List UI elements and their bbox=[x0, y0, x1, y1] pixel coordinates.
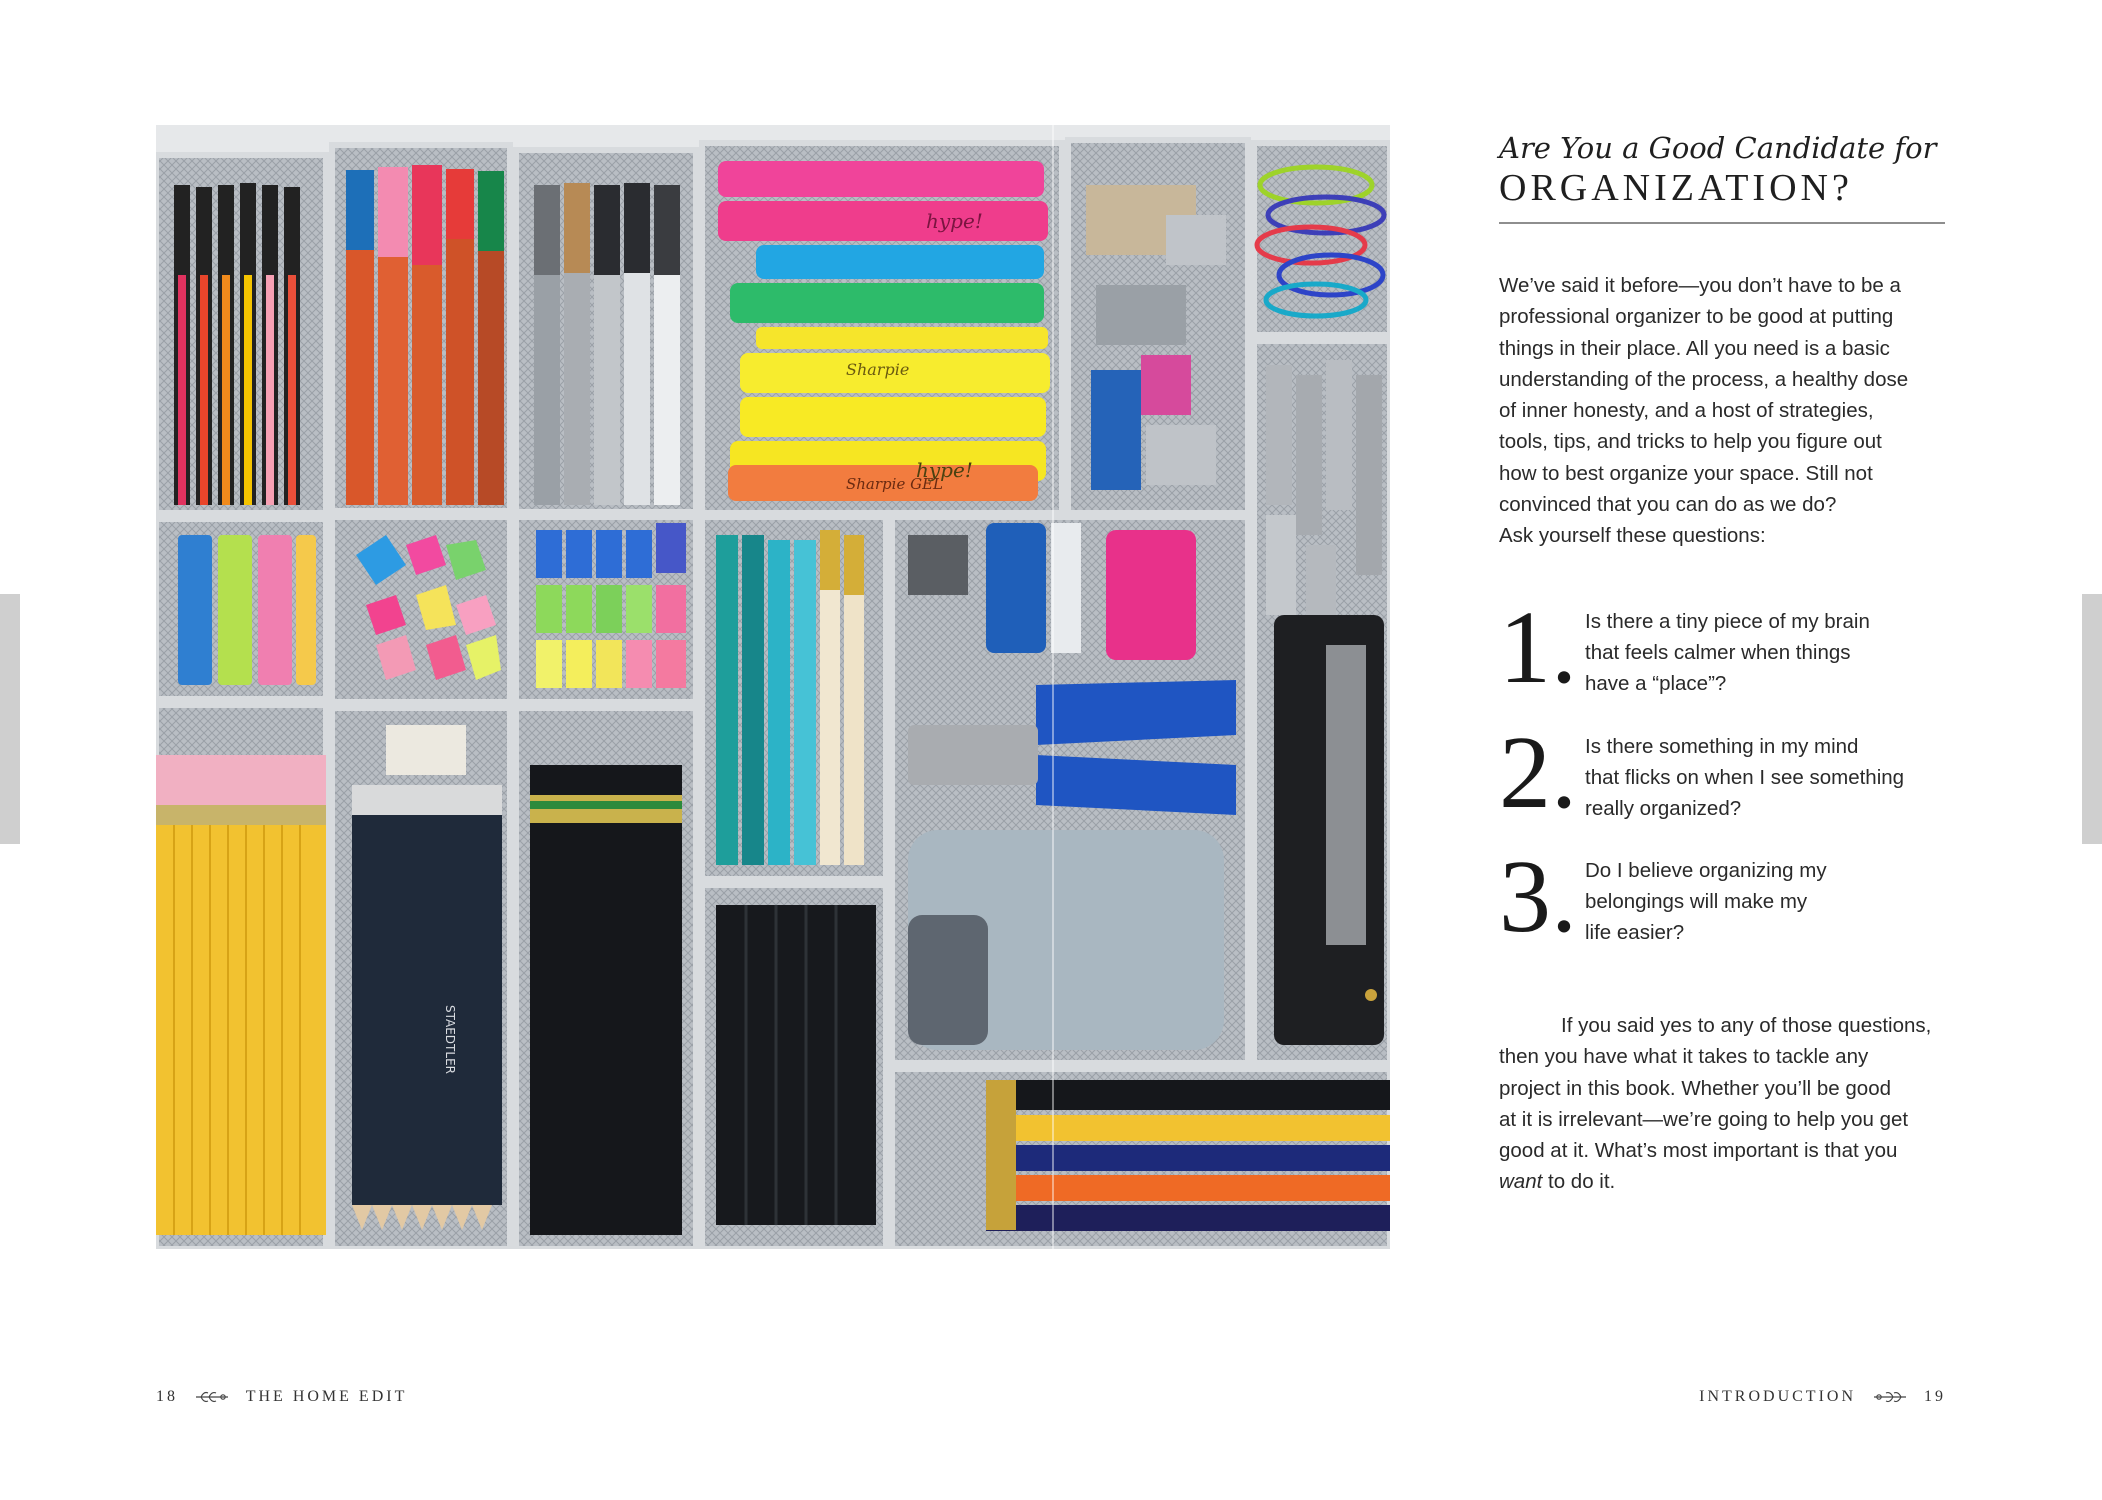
intro-line: professional organizer to be good at putting bbox=[1499, 305, 1894, 329]
question-line: have a “place”? bbox=[1585, 672, 1727, 695]
closing-paragraph bbox=[1499, 1010, 1945, 1198]
intro-line: how to best organize your space. Still not bbox=[1499, 461, 1873, 485]
black-ticonderoga-pencils bbox=[530, 765, 682, 1235]
page-gutter bbox=[1052, 125, 1054, 1249]
sharpie-markers bbox=[534, 183, 680, 505]
text-column bbox=[1499, 130, 1945, 1194]
question-3 bbox=[1499, 839, 1945, 965]
emphasis-word: want bbox=[1499, 1170, 1543, 1194]
question-number: 3. bbox=[1499, 839, 1577, 954]
leaf-ornament-icon bbox=[195, 1390, 229, 1404]
intro-line: We’ve said it before—you don’t have to be a bbox=[1499, 274, 1901, 297]
question-2 bbox=[1499, 715, 1945, 841]
question-line: life easier? bbox=[1585, 921, 1685, 944]
intro-line: convinced that you can do as we do? bbox=[1499, 493, 1837, 517]
pencil-brand-label: STAEDTLER bbox=[443, 1005, 457, 1074]
intro-line: Ask yourself these questions: bbox=[1499, 524, 1766, 548]
left-page-footer bbox=[156, 1388, 407, 1406]
right-page-edge-tab bbox=[2082, 594, 2102, 844]
question-line: Is there a tiny piece of my brain bbox=[1585, 610, 1870, 633]
colored-pencils bbox=[986, 1080, 1390, 1231]
right-page-footer bbox=[1699, 1388, 1946, 1406]
question-line: belongings will make my bbox=[1585, 890, 1808, 913]
outro-line: then you have what it takes to tackle any bbox=[1499, 1045, 1869, 1069]
highlighter-label-hype: hype! bbox=[926, 209, 983, 233]
highlighters bbox=[718, 161, 1050, 501]
outro-line: project in this book. Whether you’ll be good bbox=[1499, 1076, 1892, 1100]
outro-line-last bbox=[1499, 1166, 1945, 1197]
highlighter-label-sharpie: Sharpie bbox=[846, 360, 910, 379]
stapler bbox=[1274, 615, 1384, 1045]
intro-paragraph bbox=[1499, 270, 1945, 552]
black-pencils bbox=[352, 725, 502, 1230]
chalk-markers bbox=[346, 165, 504, 505]
intro-line: understanding of the process, a healthy dose bbox=[1499, 367, 1909, 391]
question-line: that feels calmer when things bbox=[1585, 641, 1851, 664]
question-line: Do I believe organizing my bbox=[1585, 859, 1827, 882]
intro-line: things in their place. All you need is a basic bbox=[1499, 336, 1890, 360]
outro-line: at it is irrelevant—we’re going to help you get bbox=[1499, 1107, 1909, 1131]
question-1 bbox=[1499, 590, 1945, 716]
leaf-ornament-icon bbox=[1873, 1390, 1907, 1404]
question-text bbox=[1585, 606, 1870, 699]
black-markers bbox=[716, 905, 876, 1225]
intro-line: of inner honesty, and a host of strategies, bbox=[1499, 399, 1874, 423]
drawer-organizer-illustration bbox=[156, 125, 1390, 1249]
left-page-edge-tab bbox=[0, 594, 20, 844]
question-number: 2. bbox=[1499, 715, 1577, 830]
heading-rule bbox=[1499, 222, 1945, 224]
outro-line: If you said yes to any of those questions, bbox=[1561, 1014, 1932, 1037]
highlighter-label-sharpie-gel: Sharpie GEL bbox=[846, 475, 943, 493]
heading-kicker: Are You a Good Candidate for bbox=[1499, 131, 1937, 165]
question-line: really organized? bbox=[1585, 797, 1742, 820]
heading-title: ORGANIZATION? bbox=[1499, 167, 1853, 209]
left-page-number: 18 bbox=[156, 1388, 178, 1405]
right-running-title: INTRODUCTION bbox=[1699, 1388, 1856, 1405]
outro-line-rest: to do it. bbox=[1542, 1170, 1616, 1194]
question-line: Is there something in my mind bbox=[1585, 735, 1859, 758]
right-page-number: 19 bbox=[1924, 1388, 1946, 1405]
question-text bbox=[1585, 855, 1827, 948]
highlighter-label-hype-2: hype! bbox=[916, 458, 973, 482]
outro-line: good at it. What’s most important is that you bbox=[1499, 1139, 1898, 1163]
drawer-organizer-photo bbox=[156, 125, 1390, 1249]
yellow-pencils bbox=[156, 755, 326, 1235]
question-text bbox=[1585, 731, 1904, 824]
question-line: that flicks on when I see something bbox=[1585, 766, 1905, 789]
question-number: 1. bbox=[1499, 590, 1577, 705]
intro-line: tools, tips, and tricks to help you figure out bbox=[1499, 430, 1882, 454]
block-erasers bbox=[536, 523, 686, 688]
left-running-title: THE HOME EDIT bbox=[245, 1388, 408, 1405]
